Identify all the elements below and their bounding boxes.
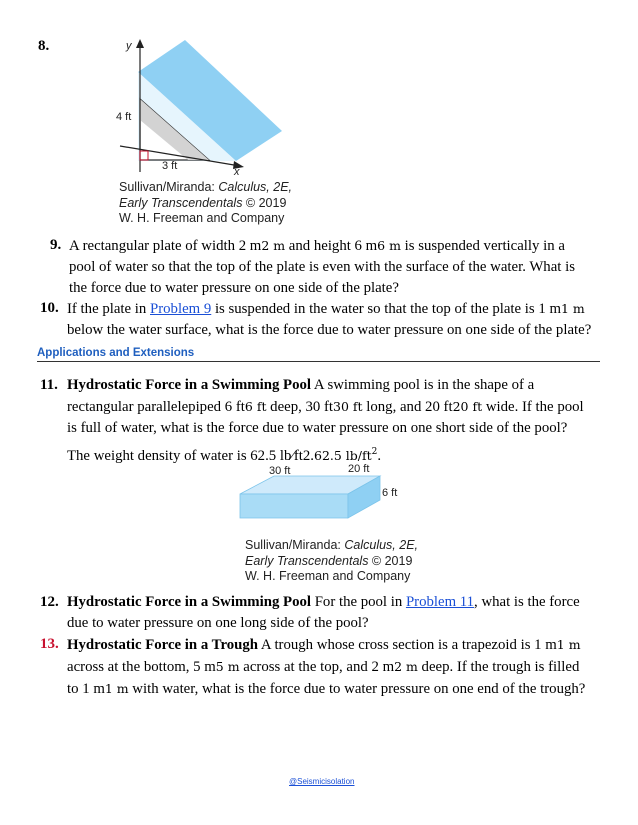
figure-pool-diagram bbox=[232, 462, 412, 534]
problem-8-number: 8. bbox=[38, 38, 50, 54]
problem-12-title: Hydrostatic Force in a Swimming Pool bbox=[67, 594, 311, 610]
watermark-link[interactable]: @Seismicisolation bbox=[289, 777, 355, 786]
pool-length-label: 30 ft bbox=[269, 465, 291, 477]
figure-1-credit: Sullivan/Miranda: Calculus, 2E, Early Transcendentals © 2019 W. H. Freeman and Company bbox=[119, 180, 293, 225]
problem-9-link[interactable]: Problem 9 bbox=[150, 301, 212, 317]
problem-9-text: A rectangular plate of width 2 m2 m and height 6 m6 m is suspended vertically in a pool of water so that the top of the plate is even with the surface of the water. What is the force due to water pressure on one side of the plate? bbox=[69, 238, 575, 296]
width-label: 3 ft bbox=[162, 160, 178, 172]
problem-12-number: 12. bbox=[40, 594, 59, 610]
y-axis-arrow bbox=[136, 39, 144, 48]
section-heading: Applications and Extensions bbox=[37, 347, 195, 359]
problem-11-title: Hydrostatic Force in a Swimming Pool bbox=[67, 377, 311, 393]
problem-13-text: Hydrostatic Force in a Trough A trough whose cross section is a trapezoid is 1 m1 m across at the bottom, 5 m5 m across at the top, and 2 m2 m deep. If the trough is filled to 1 m1 m with water, what is the force due to water pressure on one end of the trough? bbox=[67, 637, 586, 697]
problem-10-number: 10. bbox=[40, 300, 59, 316]
problem-13-title: Hydrostatic Force in a Trough bbox=[67, 637, 258, 653]
problem-11-number: 11. bbox=[40, 377, 58, 393]
problem-11-text: Hydrostatic Force in a Swimming Pool A swimming pool is in the shape of a rectangular parallelepiped 6 ft6 ft deep, 30 ft30 ft long, and 20 ft20 ft wide. If the pool is full of water, what is the force due to water pressure on one short side of the pool? The weight density of water is 62.5 lb⁄ft2.62.5 $lb/ft^2$. bbox=[67, 377, 584, 464]
pool-front-face bbox=[240, 494, 348, 518]
problem-10-text: If the plate in Problem 9 is suspended in the water so that the top of the plate is 1 m1 m below the water surface, what is the force due to water pressure on one side of the plate? bbox=[67, 301, 592, 338]
figure-2-credit: Sullivan/Miranda: Calculus, 2E, Early Transcendentals © 2019 W. H. Freeman and Company bbox=[245, 538, 419, 583]
problem-9-number: 9. bbox=[50, 237, 62, 253]
y-axis-label: y bbox=[126, 40, 132, 52]
section-divider bbox=[37, 361, 600, 362]
pool-depth-label: 6 ft bbox=[382, 487, 398, 499]
figure-plate-diagram bbox=[110, 36, 290, 176]
height-label: 4 ft bbox=[116, 111, 132, 123]
problem-13-number: 13. bbox=[40, 636, 59, 652]
problem-11-link[interactable]: Problem 11 bbox=[405, 594, 475, 610]
problem-12-text: Hydrostatic Force in a Swimming Pool For the pool in Problem 11, what is the force due to water pressure on one long side of the pool? bbox=[67, 594, 580, 631]
pool-width-label: 20 ft bbox=[348, 463, 370, 475]
x-axis-label: x bbox=[234, 166, 240, 176]
